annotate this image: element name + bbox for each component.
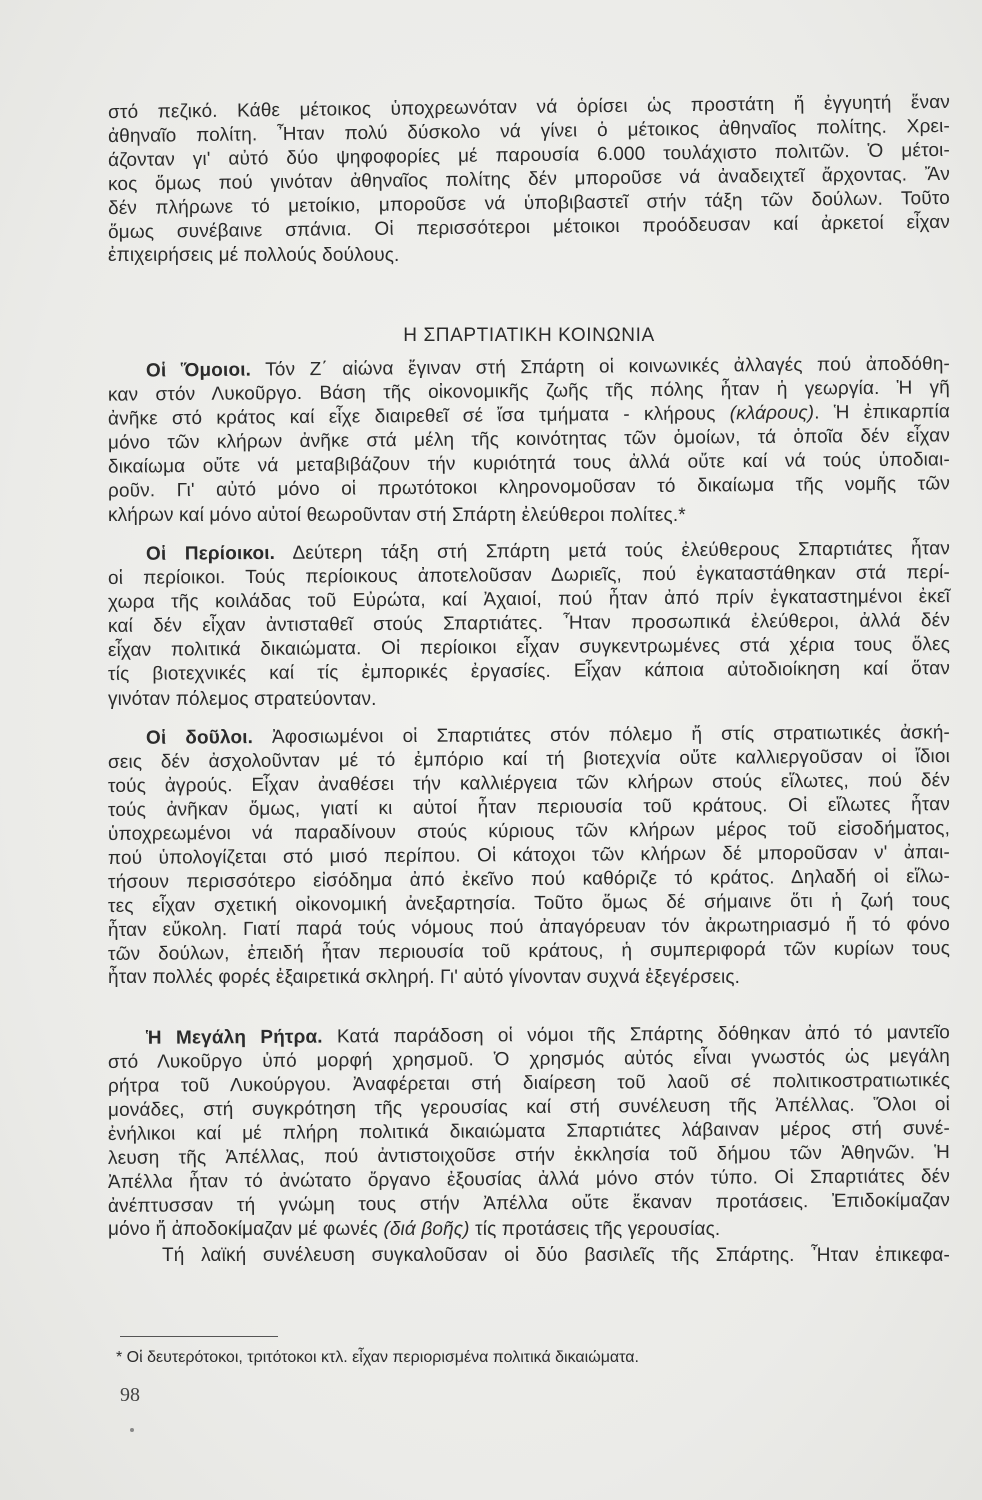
text-line: γινόταν πόλεμος στρατεύονταν.: [108, 689, 377, 710]
text-line: άζονταν γι' αὐτό δύο ψηφοφορίες μέ παρουσία 6.000 τουλάχιστο πολιτῶν. Ὁ μέτοι-: [107, 139, 951, 172]
heading-rhetra: Ἡ Μεγάλη Ρήτρα.: [145, 1026, 323, 1049]
text-run: τίς προτάσεις τῆς γερουσίας.: [469, 1219, 721, 1240]
text-line: λευση τῆς Ἀπέλλας, πού ἀντιστοιχοῦσε στήν ἐκκλησία τοῦ δήμου τῶν Ἀθηνῶν. Ἡ: [107, 1142, 951, 1169]
footnote-rule: [120, 1336, 278, 1337]
text-line: καν στόν Λυκοῦργο. Βάση τῆς οἰκονομικῆς ζωῆς τῆς πόλης ἦταν ἡ γεωργία. Ἡ γῆ: [107, 377, 951, 406]
text-run: . Ἡ ἐπικαρπία: [814, 401, 951, 424]
text-line: ἀθηναῖο πολίτη. Ἦταν πολύ δύσκολο νά γίνει ὁ μέτοικος ἀθηναῖος πολίτης. Χρει-: [107, 115, 951, 148]
text-line: ἐπιχειρήσεις μέ πολλούς δούλους.: [108, 245, 400, 266]
heading-homoioi: Οἱ Ὅμοιοι.: [145, 359, 252, 382]
footnote: * Οἱ δευτερότοκοι, τριτότοκοι κτλ. εἶχαν περιορισμένα πολιτικά δικαιώματα.: [116, 1349, 639, 1366]
text-run: μόνο ἤ ἀποδοκίμαζαν μέ φωνές: [108, 1219, 384, 1240]
text-line: οἱ περίοικοι. Τούς περίοικους ἀποτελοῦσαν Δωριεῖς, πού ἐγκαταστάθηκαν στά περί-: [107, 562, 951, 589]
text-line: σεις δέν ἀσχολοῦνταν μέ τό ἐμπόριο καί τή βιοτεχνία οὔτε καλλιεργοῦσαν οἱ ἴδιοι: [107, 746, 951, 773]
text-line: ρήτρα τοῦ Λυκούργου. Ἀναφέρεται στή διαίρεση τοῦ λαοῦ σέ πολιτικοστρατιωτικές: [107, 1070, 951, 1097]
text-line: καί δέν εἶχαν ἀντισταθεῖ στούς Σπαρτιάτες. Ἦταν προσωπικά ἐλεύθεροι, ἀλλά δέν: [107, 610, 951, 637]
italic-term: (κλάρους): [729, 402, 815, 425]
text-line: [108, 1218, 950, 1242]
text-run: Δεύτερη τάξη στή Σπάρτη μετά τούς ἐλεύθερους Σπαρτιάτες ἦταν: [275, 538, 951, 564]
text-line: δέν πλήρωνε τό μετοίκιο, μποροῦσε νά ὑποβιβαστεῖ στήν τάξη τῶν δούλων. Τοῦτο: [107, 187, 951, 220]
text-line: τες εἶχαν σχετική οἰκονομική ἀνεξαρτησία. Τοῦτο ὅμως δέ σήμαινε ὅτι ἡ ζωή τους: [107, 890, 951, 917]
text-line: ἦταν πολλές φορές ἐξαιρετικά σκληρή. Γι' αὐτό γίνονταν συχνά ἐξεγέρσεις.: [108, 967, 741, 988]
text-line: κος ὅμως πού γινόταν ἀθηναῖος πολίτης δέν μποροῦσε νά ἀναδειχτεῖ ἄρχοντας. Ἄν: [107, 163, 951, 196]
text-line: ροῦν. Γι' αὐτό μόνο οἱ πρωτότοκοι κληρονομοῦσαν τό δικαίωμα τῆς νομῆς τῶν: [107, 473, 951, 502]
text-line: δικαίωμα οὔτε νά μεταβιβάζουν τήν κυριότητά τους ἀλλά οὔτε καί νά τούς ὑποδιαι-: [107, 449, 951, 478]
text-line: ὅμως συνέβαινε σπάνια. Οἱ περισσότεροι μέτοικοι προόδευσαν καί ἀρκετοί εἶχαν: [107, 211, 951, 244]
text-run: Τόν Ζ΄ αἰώνα ἔγιναν στή Σπάρτη οἱ κοινωνικές ἀλλαγές πού ἀποδόθη-: [250, 353, 951, 381]
text-line: τίς βιοτεχνικές καί τίς ἐμπορικές ἐργασίες. Εἶχαν κάποια αὐτοδιοίκηση καί ὅταν: [107, 658, 951, 685]
text-line: ἦταν εὔκολη. Γιατί παρά τούς νόμους πού ἀπαγόρευαν τόν ἀκρωτηριασμό ἤ τό φόνο: [107, 914, 951, 941]
italic-term: (διά βοῆς): [383, 1219, 470, 1240]
text-line: ἀνέπτυσσαν τή γνώμη τους στήν Ἀπέλλα οὔτε ἔκαναν προτάσεις. Ἐπιδοκίμαζαν: [107, 1190, 951, 1217]
scan-speck: [130, 1428, 134, 1432]
text-run: Κατά παράδοση οἱ νόμοι τῆς Σπάρτης δόθηκαν ἀπό τό μαντεῖο: [322, 1022, 951, 1048]
text-line: τούς ἀγρούς. Εἶχαν ἀναθέσει τήν καλλιέργεια τῶν κλήρων στούς εἵλωτες, πού δέν: [107, 770, 951, 797]
text-line: εἶχαν πολιτικά δικαιώματα. Οἱ περίοικοι εἶχαν συγκεντρωμένες στά χέρια τους ὅλες: [107, 634, 951, 661]
text-line: Ἀπέλλα ἦταν τό ἀνώτατο ὄργανο ἐξουσίας ἀλλά μόνο στόν τύπο. Οἱ Σπαρτιάτες δέν: [107, 1166, 951, 1193]
text-line: τούς ἀνῆκαν ὅμως, γιατί κι αὐτοί ἦταν περιουσία τοῦ κράτους. Οἱ εἵλωτες ἦταν: [107, 794, 951, 821]
text-line: ἐνήλικοι καί μέ πλήρη πολιτικά δικαιώματα Σπαρτιάτες λάβαιναν μέρος στή συνέ-: [107, 1118, 951, 1145]
text-line: τήσουν περισσότερο εἰσόδημα ἀπό ἐκεῖνο πού καθόριζε τό κράτος. Δηλαδή οἱ εἵλω-: [107, 866, 951, 893]
heading-perioikoi: Οἱ Περίοικοι.: [145, 542, 276, 565]
text-run: ἀνῆκε στό κράτος καί εἶχε διαιρεθεῖ σέ ἴσα τμήματα - κλήρους: [107, 403, 730, 430]
text-line: χωρα τῆς κοιλάδας τοῦ Εὐρώτα, καί Ἀχαιοί, πού ἦταν ἀπό πρίν ἐγκαταστημένοι ἐκεῖ: [107, 586, 951, 613]
text-line: στό Λυκοῦργο ὑπό μορφή χρησμοῦ. Ὁ χρησμός αὐτός εἶναι γνωστός ὡς μεγάλη: [107, 1046, 951, 1073]
text-line: μονάδες, στή συγκρότηση τῆς γερουσίας καί στή συνέλευση τῆς Ἀπέλλας. Ὅλοι οἱ: [107, 1094, 951, 1121]
text-line: κλήρων καί μόνο αὐτοί θεωροῦνταν στή Σπάρτη ἐλεύθεροι πολίτες.*: [108, 505, 686, 526]
text-run: Ἀφοσιωμένοι οἱ Σπαρτιάτες στόν πόλεμο ἤ στίς στρατιωτικές ἀσκή-: [252, 722, 951, 749]
text-line: τῶν δούλων, ἐπειδή ἦταν περιουσία τοῦ κράτους, ἡ συμπεριφορά τῶν κυρίων τους: [107, 938, 951, 965]
text-line: μόνο τῶν κλήρων ἀνῆκε στά μέλη τῆς κοινότητας τῶν ὁμοίων, τά ὁποῖα δέν εἶχαν: [107, 425, 951, 454]
page-number: 98: [120, 1384, 140, 1406]
heading-douloi: Οἱ δοῦλοι.: [145, 727, 254, 749]
text-line: στό πεζικό. Κάθε μέτοικος ὑποχρεωνόταν νά ὁρίσει ὡς προστάτη ἤ ἐγγυητή ἕναν: [107, 91, 951, 124]
text-line: πού ὑπολογίζεται στό μισό περίπου. Οἱ κάτοχοι τῶν κλήρων δέ μποροῦσαν ν' ἀπαι-: [107, 842, 951, 869]
section-title: Η ΣΠΑΡΤΙΑΤΙΚΗ ΚΟΙΝΩΝΙΑ: [403, 325, 655, 346]
text-line: ὑποχρεωμένοι νά παραδίνουν στούς κύριους τῶν κλήρων μέρος τοῦ εἰσοδήματος,: [107, 818, 951, 845]
text-line: Τή λαϊκή συνέλευση συγκαλοῦσαν οἱ δύο βασιλεῖς τῆς Σπάρτης. Ἦταν ἐπικεφα-: [162, 1245, 950, 1266]
